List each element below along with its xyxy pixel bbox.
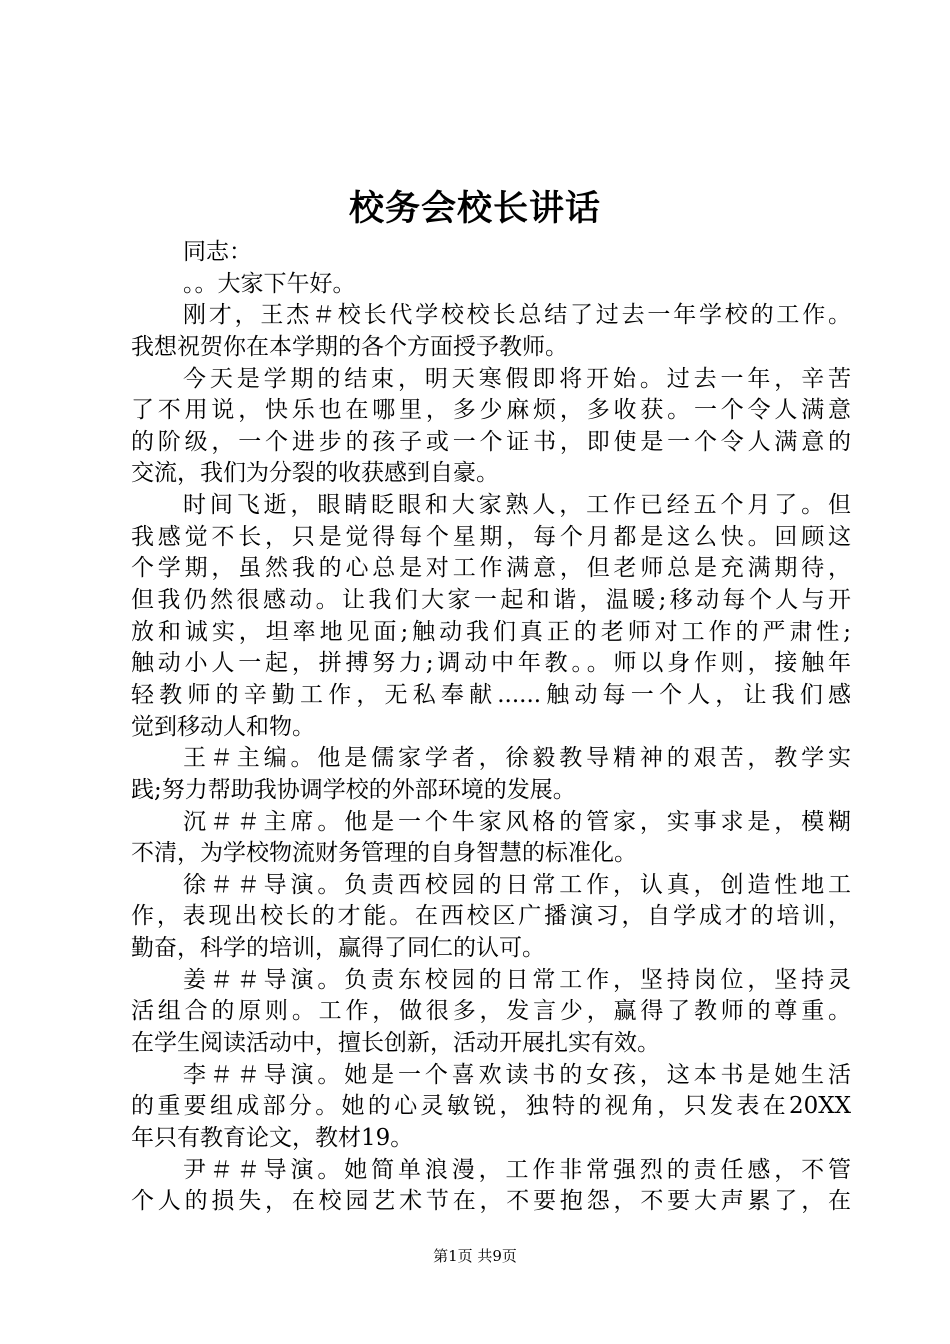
text-line: 了不用说，快乐也在哪里，多少麻烦，多收获。一个令人满意	[131, 397, 851, 424]
text-line: 放和诚实，坦率地见面;触动我们真正的老师对工作的严肃性;	[131, 618, 851, 645]
text-line: 作，表现出校长的才能。在西校区广播演习，自学成才的培训，	[131, 903, 851, 930]
text-line: 时间飞逝，眼睛眨眼和大家熟人，工作已经五个月了。但	[183, 492, 851, 519]
text-line: 轻教师的辛勤工作，无私奉献......触动每一个人，让我们感	[131, 681, 851, 708]
text-line: 刚才，王杰＃校长代学校校长总结了过去一年学校的工作。	[183, 302, 851, 329]
text-line: 今天是学期的结束，明天寒假即将开始。过去一年，辛苦	[183, 365, 851, 392]
text-line: 的重要组成部分。她的心灵敏锐，独特的视角，只发表在20XX	[131, 1093, 851, 1120]
text-line: 触动小人一起，拼搏努力;调动中年教。。师以身作则，接触年	[131, 650, 851, 677]
text-line: 姜＃＃导演。负责东校园的日常工作，坚持岗位，坚持灵	[183, 966, 851, 993]
text-line: 尹＃＃导演。她简单浪漫，工作非常强烈的责任感，不管	[183, 1156, 851, 1183]
text-line: 觉到移动人和物。	[131, 713, 315, 740]
text-line: 我感觉不长，只是觉得每个星期，每个月都是这么快。回顾这	[131, 523, 851, 550]
text-line: 践;努力帮助我协调学校的外部环境的发展。	[131, 776, 576, 803]
text-line: 王＃主编。他是儒家学者，徐毅教导精神的艰苦，教学实	[183, 745, 851, 772]
document-title: 校务会校长讲话	[348, 188, 601, 229]
text-line: 年只有教育论文，教材19。	[131, 1124, 414, 1151]
text-line: 。。大家下午好。	[183, 270, 356, 297]
text-line: 不清，为学校物流财务管理的自身智慧的标准化。	[131, 840, 637, 867]
text-line: 交流，我们为分裂的收获感到自豪。	[131, 460, 499, 487]
text-line: 徐＃＃导演。负责西校园的日常工作，认真，创造性地工	[183, 871, 851, 898]
text-line: 李＃＃导演。她是一个喜欢读书的女孩，这本书是她生活	[183, 1061, 851, 1088]
text-line: 但我仍然很感动。让我们大家一起和谐，温暖;移动每个人与开	[131, 587, 851, 614]
page-footer: 第1页 共9页	[433, 1247, 517, 1265]
text-line: 沉＃＃主席。他是一个牛家风格的管家，实事求是，模糊	[183, 808, 851, 835]
text-line: 的阶级，一个进步的孩子或一个证书，即使是一个令人满意的	[131, 428, 851, 455]
text-line: 勤奋，科学的培训，赢得了同仁的认可。	[131, 935, 545, 962]
text-line: 个人的损失，在校园艺术节在，不要抱怨，不要大声累了，在	[131, 1188, 851, 1215]
document-body	[131, 237, 851, 1218]
text-line: 我想祝贺你在本学期的各个方面授予教师。	[131, 333, 568, 360]
text-line: 同志：	[183, 239, 252, 265]
text-line: 活组合的原则。工作，做很多，发言少，赢得了教师的尊重。	[131, 998, 851, 1025]
text-line: 在学生阅读活动中，擅长创新，活动开展扎实有效。	[131, 1030, 660, 1057]
text-line: 个学期，虽然我的心总是对工作满意，但老师总是充满期待，	[131, 555, 851, 582]
